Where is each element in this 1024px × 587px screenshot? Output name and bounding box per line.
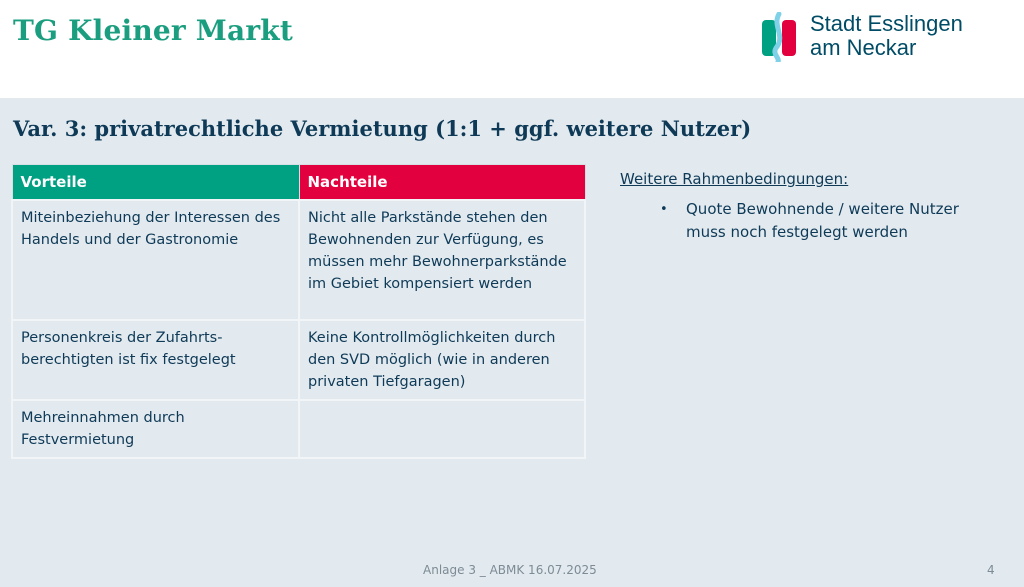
city-logo	[760, 12, 1010, 62]
table-row	[12, 320, 585, 400]
bullet-icon: •	[660, 202, 668, 217]
page-number: 4	[987, 563, 995, 577]
logo-line1: Stadt Esslingen	[810, 11, 963, 36]
pros-cons-table	[11, 164, 586, 459]
table-cell: Keine Kontrollmöglichkeiten durch den SVD möglich (wie in anderen privaten Tiefgaragen)	[299, 320, 585, 400]
slide-footer	[0, 563, 1024, 583]
table-row	[12, 200, 585, 320]
table-header-row	[12, 165, 585, 201]
bullet-text: Quote Bewohnende / weitere Nutzer muss noch festgelegt werden	[686, 200, 959, 241]
table-cell: Nicht alle Parkstände stehen den Bewohnenden zur Verfügung, es müssen mehr Bewohnerparkstände im Gebiet kompensiert werden	[299, 200, 585, 320]
column-header-cons: Nachteile	[299, 165, 585, 201]
logo-mark-icon	[760, 12, 800, 62]
table-cell	[299, 400, 585, 458]
side-heading: Weitere Rahmenbedingungen:	[620, 170, 849, 188]
table-cell: Personenkreis der Zufahrts-berechtigten ist fix festgelegt	[12, 320, 299, 400]
logo-text	[810, 12, 963, 60]
side-panel	[620, 170, 1000, 244]
footer-text: Anlage 3 _ ABMK 16.07.2025	[423, 563, 597, 577]
logo-line2: am Neckar	[810, 35, 917, 60]
side-bullet-list	[620, 198, 1000, 244]
table-row	[12, 400, 585, 458]
slide-content	[0, 98, 1024, 587]
list-item	[660, 198, 1000, 244]
table-cell: Mehreinnahmen durch Festvermietung	[12, 400, 299, 458]
table-cell: Miteinbeziehung der Interessen des Handels und der Gastronomie	[12, 200, 299, 320]
slide-title: Var. 3: privatrechtliche Vermietung (1:1 + ggf. weitere Nutzer)	[13, 116, 752, 141]
slide-header	[0, 0, 1024, 98]
column-header-pros: Vorteile	[12, 165, 299, 201]
header-title: TG Kleiner Markt	[13, 14, 294, 47]
